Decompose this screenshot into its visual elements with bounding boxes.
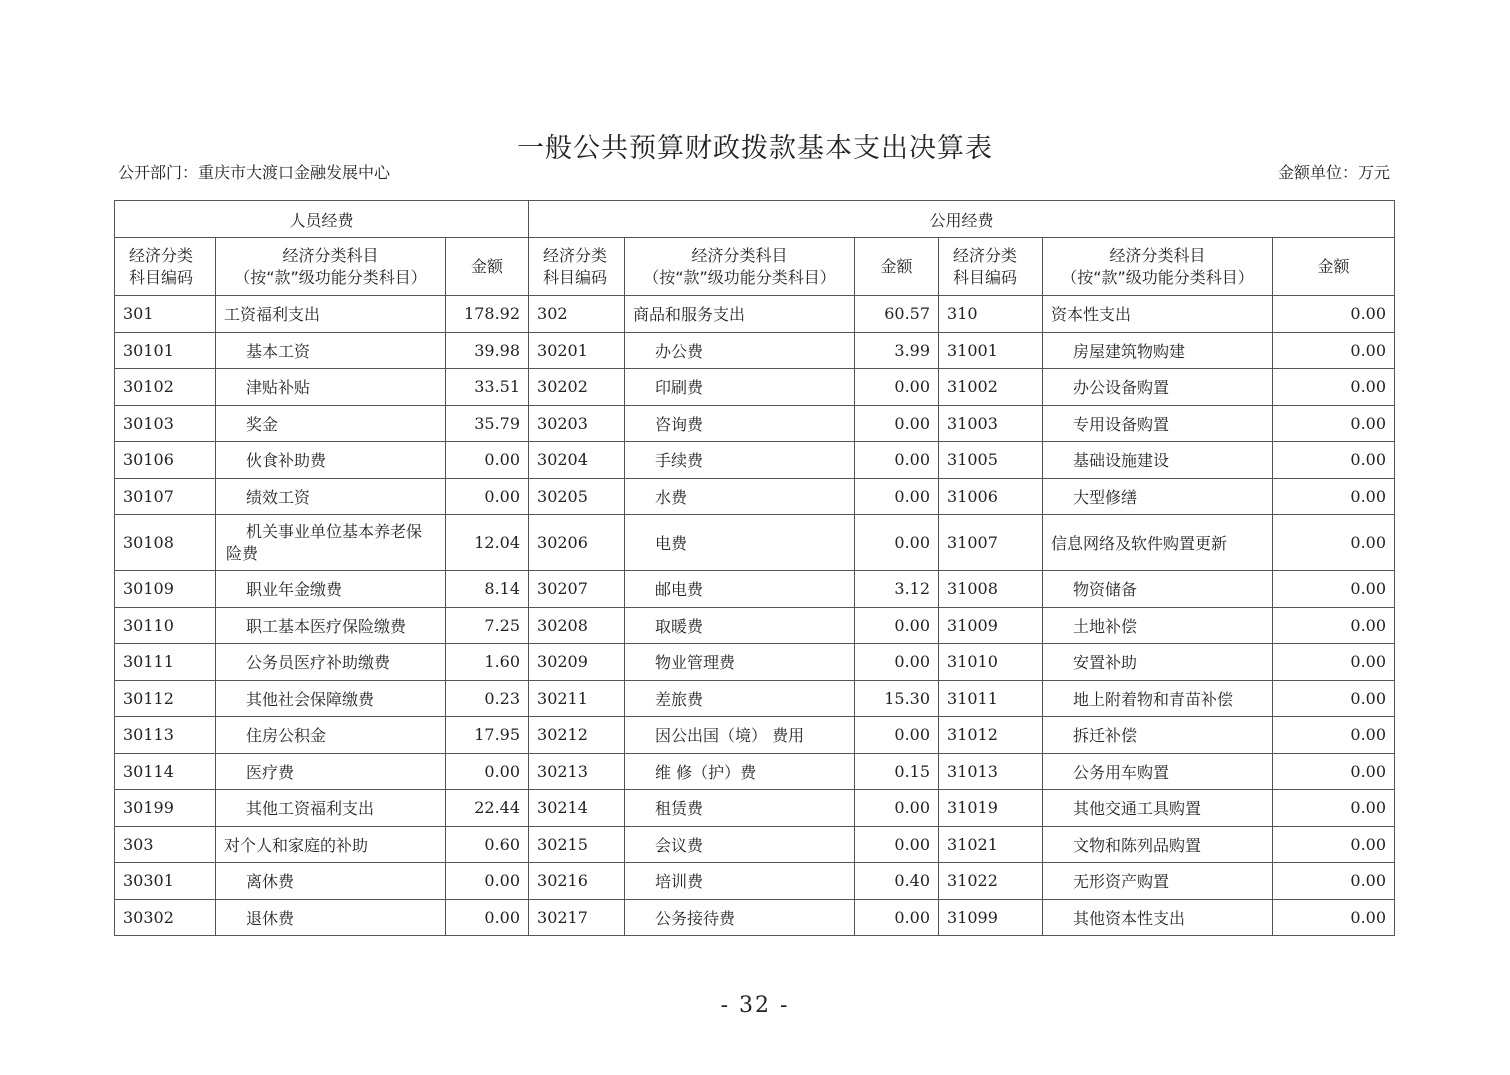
amount-cell: 0.60	[446, 826, 529, 863]
name-cell: 文物和陈列品购置	[1043, 826, 1273, 863]
code-cell: 30106	[115, 442, 216, 479]
code-cell: 30112	[115, 680, 216, 717]
name-cell: 差旅费	[625, 680, 855, 717]
code-cell: 30107	[115, 478, 216, 515]
code-cell: 31003	[939, 405, 1043, 442]
name-cell: 其他资本性支出	[1043, 899, 1273, 936]
code-cell: 30217	[529, 899, 625, 936]
amount-cell: 33.51	[446, 369, 529, 406]
table-row	[115, 717, 1395, 754]
code-cell: 31099	[939, 899, 1043, 936]
code-cell: 31007	[939, 515, 1043, 571]
amount-cell: 0.00	[855, 442, 939, 479]
amount-cell: 0.00	[1273, 332, 1395, 369]
amount-cell: 1.60	[446, 644, 529, 681]
code-cell: 31008	[939, 571, 1043, 608]
code-cell: 31010	[939, 644, 1043, 681]
code-cell: 30215	[529, 826, 625, 863]
name-cell: 其他工资福利支出	[216, 790, 446, 827]
name-cell: 职业年金缴费	[216, 571, 446, 608]
code-cell: 31009	[939, 607, 1043, 644]
amount-cell: 0.00	[446, 753, 529, 790]
amount-cell: 0.00	[855, 790, 939, 827]
name-cell: 公务接待费	[625, 899, 855, 936]
amount-cell: 0.00	[855, 899, 939, 936]
amount-cell: 60.57	[855, 296, 939, 333]
name-cell: 其他交通工具购置	[1043, 790, 1273, 827]
code-cell: 31021	[939, 826, 1043, 863]
code-cell: 31012	[939, 717, 1043, 754]
code-cell: 31002	[939, 369, 1043, 406]
code-cell: 30109	[115, 571, 216, 608]
amount-cell: 0.00	[1273, 442, 1395, 479]
name-cell: 津贴补贴	[216, 369, 446, 406]
code-cell: 30209	[529, 644, 625, 681]
amount-cell: 0.00	[1273, 680, 1395, 717]
name-cell: 水费	[625, 478, 855, 515]
name-cell: 手续费	[625, 442, 855, 479]
amount-cell: 0.23	[446, 680, 529, 717]
amount-cell: 0.00	[1273, 478, 1395, 515]
name-cell: 资本性支出	[1043, 296, 1273, 333]
unit-label: 金额单位：万元	[1277, 163, 1390, 182]
name-cell: 专用设备购置	[1043, 405, 1273, 442]
amount-cell: 0.00	[1273, 899, 1395, 936]
code-cell: 30204	[529, 442, 625, 479]
name-cell: 物资储备	[1043, 571, 1273, 608]
code-cell: 30213	[529, 753, 625, 790]
name-cell: 租赁费	[625, 790, 855, 827]
amount-cell: 0.00	[855, 717, 939, 754]
code-cell: 30108	[115, 515, 216, 571]
expenditure-table	[114, 200, 1395, 936]
amount-cell: 0.00	[1273, 571, 1395, 608]
amount-cell: 0.00	[1273, 405, 1395, 442]
table-row	[115, 753, 1395, 790]
table-row	[115, 571, 1395, 608]
code-header: 经济分类 科目编码	[529, 238, 625, 296]
code-cell: 30103	[115, 405, 216, 442]
personnel-header: 人员经费	[115, 201, 529, 238]
page-number: - 32 -	[720, 993, 790, 1018]
table-row	[115, 607, 1395, 644]
amount-cell: 0.15	[855, 753, 939, 790]
table-row	[115, 515, 1395, 571]
department-label: 公开部门：重庆市大渡口金融发展中心	[118, 163, 391, 182]
code-cell: 31022	[939, 863, 1043, 900]
table-row	[115, 442, 1395, 479]
amount-cell: 7.25	[446, 607, 529, 644]
name-cell: 办公设备购置	[1043, 369, 1273, 406]
amount-cell: 0.00	[855, 369, 939, 406]
code-cell: 30113	[115, 717, 216, 754]
amount-cell: 0.00	[855, 607, 939, 644]
amount-cell: 3.99	[855, 332, 939, 369]
name-cell: 职工基本医疗保险缴费	[216, 607, 446, 644]
code-cell: 310	[939, 296, 1043, 333]
amount-cell: 12.04	[446, 515, 529, 571]
code-header: 经济分类 科目编码	[939, 238, 1043, 296]
name-header: 经济分类科目 （按“款”级功能分类科目）	[1043, 238, 1273, 296]
amount-cell: 0.00	[446, 899, 529, 936]
table-row	[115, 405, 1395, 442]
name-cell: 公务员医疗补助缴费	[216, 644, 446, 681]
public-header: 公用经费	[529, 201, 1395, 238]
amount-cell: 0.00	[1273, 717, 1395, 754]
name-cell: 无形资产购置	[1043, 863, 1273, 900]
table-row	[115, 863, 1395, 900]
amount-cell: 0.00	[855, 644, 939, 681]
amount-cell: 0.00	[1273, 296, 1395, 333]
code-cell: 31006	[939, 478, 1043, 515]
name-cell: 工资福利支出	[216, 296, 446, 333]
code-cell: 303	[115, 826, 216, 863]
table-row	[115, 826, 1395, 863]
amount-cell: 8.14	[446, 571, 529, 608]
table-row	[115, 332, 1395, 369]
amount-cell: 0.00	[1273, 753, 1395, 790]
amount-header: 金额	[855, 238, 939, 296]
code-cell: 30208	[529, 607, 625, 644]
code-header: 经济分类 科目编码	[115, 238, 216, 296]
code-cell: 30201	[529, 332, 625, 369]
name-cell: 离休费	[216, 863, 446, 900]
name-cell: 物业管理费	[625, 644, 855, 681]
name-cell: 住房公积金	[216, 717, 446, 754]
code-cell: 30114	[115, 753, 216, 790]
name-cell: 医疗费	[216, 753, 446, 790]
amount-cell: 0.00	[1273, 790, 1395, 827]
name-cell: 取暖费	[625, 607, 855, 644]
table-row	[115, 899, 1395, 936]
code-cell: 30199	[115, 790, 216, 827]
amount-cell: 0.00	[1273, 369, 1395, 406]
amount-cell: 0.00	[446, 863, 529, 900]
amount-cell: 0.00	[1273, 515, 1395, 571]
code-cell: 30214	[529, 790, 625, 827]
amount-cell: 0.00	[1273, 644, 1395, 681]
name-cell: 安置补助	[1043, 644, 1273, 681]
code-cell: 30216	[529, 863, 625, 900]
amount-cell: 15.30	[855, 680, 939, 717]
table-row	[115, 790, 1395, 827]
name-cell: 对个人和家庭的补助	[216, 826, 446, 863]
name-cell: 信息网络及软件购置更新	[1043, 515, 1273, 571]
code-cell: 30102	[115, 369, 216, 406]
name-header: 经济分类科目 （按“款”级功能分类科目）	[216, 238, 446, 296]
name-cell: 房屋建筑物购建	[1043, 332, 1273, 369]
table-row	[115, 369, 1395, 406]
code-cell: 31013	[939, 753, 1043, 790]
code-cell: 30211	[529, 680, 625, 717]
name-header: 经济分类科目 （按“款”级功能分类科目）	[625, 238, 855, 296]
code-cell: 31011	[939, 680, 1043, 717]
amount-cell: 178.92	[446, 296, 529, 333]
code-cell: 30207	[529, 571, 625, 608]
code-cell: 30203	[529, 405, 625, 442]
name-cell: 公务用车购置	[1043, 753, 1273, 790]
name-cell: 办公费	[625, 332, 855, 369]
amount-header: 金额	[446, 238, 529, 296]
table-row	[115, 296, 1395, 333]
amount-cell: 0.40	[855, 863, 939, 900]
name-cell: 大型修缮	[1043, 478, 1273, 515]
amount-cell: 39.98	[446, 332, 529, 369]
table-row	[115, 644, 1395, 681]
name-cell: 绩效工资	[216, 478, 446, 515]
amount-header: 金额	[1273, 238, 1395, 296]
name-cell: 电费	[625, 515, 855, 571]
code-cell: 30302	[115, 899, 216, 936]
name-cell: 其他社会保障缴费	[216, 680, 446, 717]
code-cell: 30101	[115, 332, 216, 369]
name-cell: 邮电费	[625, 571, 855, 608]
name-cell: 会议费	[625, 826, 855, 863]
amount-cell: 0.00	[1273, 863, 1395, 900]
name-cell: 土地补偿	[1043, 607, 1273, 644]
amount-cell: 0.00	[855, 478, 939, 515]
name-cell: 因公出国（境） 费用	[625, 717, 855, 754]
name-cell: 机关事业单位基本养老保险费	[216, 515, 446, 571]
table-row	[115, 478, 1395, 515]
name-cell: 印刷费	[625, 369, 855, 406]
amount-cell: 17.95	[446, 717, 529, 754]
amount-cell: 0.00	[446, 478, 529, 515]
name-cell: 基础设施建设	[1043, 442, 1273, 479]
amount-cell: 35.79	[446, 405, 529, 442]
code-cell: 30202	[529, 369, 625, 406]
code-cell: 30110	[115, 607, 216, 644]
amount-cell: 3.12	[855, 571, 939, 608]
code-cell: 30111	[115, 644, 216, 681]
name-cell: 伙食补助费	[216, 442, 446, 479]
code-cell: 302	[529, 296, 625, 333]
amount-cell: 0.00	[1273, 826, 1395, 863]
name-cell: 咨询费	[625, 405, 855, 442]
page-title: 一般公共预算财政拨款基本支出决算表	[517, 133, 993, 164]
table-row	[115, 680, 1395, 717]
name-cell: 拆迁补偿	[1043, 717, 1273, 754]
name-cell: 培训费	[625, 863, 855, 900]
amount-cell: 0.00	[1273, 607, 1395, 644]
name-cell: 退休费	[216, 899, 446, 936]
code-cell: 30206	[529, 515, 625, 571]
code-cell: 30205	[529, 478, 625, 515]
name-cell: 维 修（护）费	[625, 753, 855, 790]
code-cell: 31005	[939, 442, 1043, 479]
amount-cell: 0.00	[446, 442, 529, 479]
code-cell: 30301	[115, 863, 216, 900]
code-cell: 31001	[939, 332, 1043, 369]
amount-cell: 0.00	[855, 826, 939, 863]
code-cell: 31019	[939, 790, 1043, 827]
amount-cell: 22.44	[446, 790, 529, 827]
name-cell: 奖金	[216, 405, 446, 442]
code-cell: 30212	[529, 717, 625, 754]
name-cell: 商品和服务支出	[625, 296, 855, 333]
amount-cell: 0.00	[855, 515, 939, 571]
name-cell: 基本工资	[216, 332, 446, 369]
code-cell: 301	[115, 296, 216, 333]
name-cell: 地上附着物和青苗补偿	[1043, 680, 1273, 717]
amount-cell: 0.00	[855, 405, 939, 442]
